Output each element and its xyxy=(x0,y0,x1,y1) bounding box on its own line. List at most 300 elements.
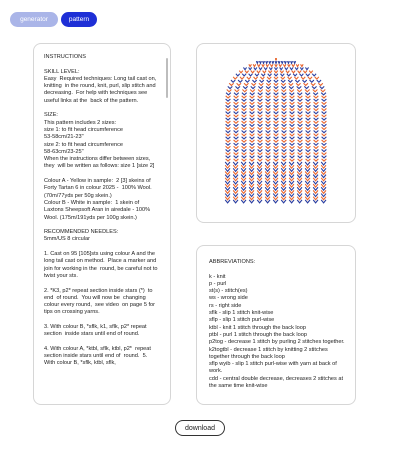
knit-stitch xyxy=(288,80,292,82)
knit-stitch xyxy=(290,140,295,142)
knit-stitch xyxy=(250,146,255,148)
knit-stitch xyxy=(226,127,231,129)
knit-stitch xyxy=(290,153,295,155)
knit-stitch xyxy=(268,71,271,73)
knit-stitch xyxy=(290,159,295,161)
knit-stitch xyxy=(298,134,303,136)
knit-stitch xyxy=(258,112,263,114)
knit-stitch xyxy=(290,99,295,101)
knit-stitch xyxy=(281,162,286,165)
knit-stitch xyxy=(314,96,319,98)
knit-stitch xyxy=(298,102,303,104)
knit-stitch xyxy=(305,67,308,69)
knit-stitch xyxy=(266,86,271,88)
knit-stitch xyxy=(240,77,244,79)
knit-stitch xyxy=(260,61,262,63)
knit-stitch xyxy=(274,105,279,107)
knit-stitch xyxy=(228,86,233,88)
knit-stitch xyxy=(252,80,256,82)
knit-stitch xyxy=(289,86,294,88)
knit-stitch xyxy=(322,143,327,145)
knit-stitch xyxy=(289,162,294,165)
knit-stitch xyxy=(282,108,287,110)
knit-stitch xyxy=(281,90,286,92)
knit-stitch xyxy=(272,61,274,63)
knit-stitch xyxy=(312,86,317,88)
knit-stitch xyxy=(290,127,295,129)
knit-stitch xyxy=(297,86,302,88)
knit-stitch xyxy=(303,71,306,73)
knit-stitch xyxy=(288,64,291,66)
knit-stitch xyxy=(281,80,285,82)
knit-stitch xyxy=(263,71,266,73)
knit-stitch xyxy=(298,108,303,110)
knit-stitch xyxy=(274,143,279,145)
knit-stitch xyxy=(258,115,263,117)
knit-stitch xyxy=(306,121,311,123)
knit-stitch xyxy=(322,137,327,139)
knit-stitch xyxy=(274,99,279,101)
knit-stitch xyxy=(266,127,271,129)
knit-stitch xyxy=(266,131,271,133)
knit-stitch xyxy=(294,77,298,79)
knit-stitch xyxy=(226,137,231,139)
knit-stitch xyxy=(306,124,311,126)
knit-stitch xyxy=(274,137,279,139)
knit-stitch xyxy=(234,127,239,129)
knit-stitch xyxy=(226,143,231,145)
knit-stitch xyxy=(263,61,265,63)
knit-stitch xyxy=(314,121,319,123)
knit-stitch xyxy=(289,93,294,95)
knit-stitch xyxy=(314,137,319,139)
knit-stitch xyxy=(306,146,311,148)
knit-stitch xyxy=(290,149,295,151)
knit-stitch xyxy=(234,159,239,161)
knit-stitch xyxy=(244,83,248,85)
knit-stitch xyxy=(282,143,287,145)
knit-stitch xyxy=(282,112,287,114)
knit-stitch xyxy=(298,159,303,161)
knit-stitch xyxy=(242,74,246,76)
knit-stitch xyxy=(298,153,303,155)
knit-stitch xyxy=(306,108,311,110)
knit-stitch xyxy=(306,127,311,129)
knit-stitch xyxy=(234,153,239,155)
knit-stitch xyxy=(274,156,279,158)
knit-stitch xyxy=(288,61,290,63)
abbreviations-panel[interactable] xyxy=(196,245,356,405)
knit-stitch xyxy=(250,108,255,110)
knit-stitch xyxy=(321,93,326,95)
knit-stitch xyxy=(280,74,284,76)
knit-stitch xyxy=(298,99,303,101)
knit-stitch xyxy=(242,143,247,145)
knit-stitch xyxy=(242,159,247,161)
knit-stitch xyxy=(249,74,253,76)
knit-stitch xyxy=(258,134,263,136)
knit-stitch xyxy=(234,140,239,142)
knit-stitch xyxy=(309,71,312,73)
knit-stitch xyxy=(250,90,255,92)
knit-stitch xyxy=(290,124,295,126)
knit-stitch xyxy=(234,143,239,145)
knit-stitch xyxy=(282,146,287,148)
knit-stitch xyxy=(239,71,242,73)
knit-stitch xyxy=(274,93,279,95)
knit-stitch xyxy=(250,149,255,151)
knit-stitch xyxy=(238,80,242,82)
knit-stitch xyxy=(266,143,271,145)
knit-stitch xyxy=(258,153,263,155)
knit-stitch xyxy=(322,153,327,155)
knit-stitch xyxy=(269,67,272,69)
knit-stitch xyxy=(290,102,295,104)
knit-stitch xyxy=(314,115,319,117)
knit-stitch xyxy=(257,64,260,66)
knit-stitch xyxy=(274,102,279,104)
knit-stitch xyxy=(314,124,319,126)
knit-stitch xyxy=(314,99,319,101)
knit-stitch xyxy=(274,80,278,82)
knit-stitch xyxy=(249,162,254,165)
knit-stitch xyxy=(290,105,295,107)
knit-stitch xyxy=(226,146,231,148)
instructions-scrollbar[interactable] xyxy=(166,58,168,98)
instructions-panel[interactable] xyxy=(33,43,171,405)
knit-stitch xyxy=(274,86,279,88)
knit-stitch xyxy=(306,153,311,155)
knit-stitch xyxy=(290,121,295,123)
knit-stitch xyxy=(274,153,279,155)
knit-stitch xyxy=(282,121,287,123)
knit-stitch xyxy=(288,77,292,79)
knit-stitch xyxy=(251,86,256,88)
knit-stitch xyxy=(250,121,255,123)
abbreviations-text: ABBREVIATIONS: k - knit p - purl st(s) - stitch(es) ws - wrong side rs - right side sflk - slip 1 stitch knit-wise sflp - slip 1 stitch purl-wise ktbl - knit 1 stitch through the back loop ptbl - purl 1 stitch through the back loop p2tog - decrease 1 stitch by purling 2 stitches together. k2togtbl - decrease 1 stitch by knitting 2 stitches together through the back loop sflp wyib - slip 1 stitch purl-wise with yarn at back of work. cdd - central double decrease, decreases 2 stitches at the same time knit-wise xyxy=(209,259,345,390)
knit-stitch xyxy=(298,118,303,120)
knit-stitch xyxy=(274,74,278,76)
knit-stitch xyxy=(269,61,271,63)
knit-stitch xyxy=(242,93,247,95)
knit-stitch xyxy=(306,137,311,139)
knit-stitch xyxy=(322,156,327,158)
knit-stitch xyxy=(314,108,319,110)
knit-stitch xyxy=(250,105,255,107)
knit-stitch xyxy=(234,131,239,133)
knit-stitch xyxy=(258,143,263,145)
knit-stitch xyxy=(306,143,311,145)
knit-stitch xyxy=(258,86,263,88)
knit-stitch xyxy=(226,131,231,133)
knit-stitch xyxy=(234,137,239,139)
knit-stitch xyxy=(226,134,231,136)
knit-stitch xyxy=(256,61,258,63)
knit-stitch xyxy=(266,102,271,104)
knit-stitch xyxy=(282,131,287,133)
knit-stitch xyxy=(242,134,247,136)
knit-stitch xyxy=(287,74,291,76)
knit-stitch xyxy=(258,156,263,158)
knit-stitch xyxy=(242,108,247,110)
knit-stitch xyxy=(282,118,287,120)
knit-stitch xyxy=(289,83,293,85)
knit-stitch xyxy=(298,131,303,133)
tab-pattern[interactable]: pattern xyxy=(61,12,97,27)
knit-stitch xyxy=(322,159,327,161)
knit-stitch xyxy=(258,149,263,151)
knit-stitch xyxy=(313,162,318,165)
knit-stitch xyxy=(235,86,240,88)
knit-stitch xyxy=(290,134,295,136)
knit-stitch xyxy=(282,99,287,101)
knit-stitch xyxy=(250,140,255,142)
knit-stitch xyxy=(282,127,287,129)
knit-stitch xyxy=(234,124,239,126)
knit-stitch xyxy=(280,71,283,73)
knit-stitch xyxy=(265,162,270,165)
knit-stitch xyxy=(226,105,231,107)
knit-stitch xyxy=(250,134,255,136)
knit-stitch xyxy=(250,93,255,95)
knit-stitch xyxy=(235,90,240,92)
knit-stitch xyxy=(234,105,239,107)
knit-stitch xyxy=(234,149,239,151)
knit-stitch xyxy=(282,140,287,142)
knit-stitch xyxy=(234,96,239,98)
knit-stitch xyxy=(282,96,287,98)
knit-stitch xyxy=(321,90,326,92)
knit-stitch xyxy=(241,162,246,165)
knit-stitch xyxy=(234,102,239,104)
knit-stitch xyxy=(274,140,279,142)
knit-stitch xyxy=(297,93,302,95)
knit-stitch xyxy=(242,146,247,148)
knit-stitch xyxy=(258,159,263,161)
knit-stitch xyxy=(233,77,237,79)
knit-stitch xyxy=(322,108,327,110)
knit-stitch xyxy=(266,93,271,95)
knit-stitch xyxy=(300,74,304,76)
knit-stitch xyxy=(242,127,247,129)
knit-stitch xyxy=(290,112,295,114)
knit-stitch xyxy=(300,67,303,69)
knit-stitch xyxy=(274,124,279,126)
knit-stitch xyxy=(270,64,273,66)
knit-stitch xyxy=(260,80,264,82)
knit-stitch xyxy=(274,90,279,92)
knit-stitch xyxy=(281,86,286,88)
knit-stitch xyxy=(225,162,230,165)
knit-stitch xyxy=(274,71,277,73)
knit-stitch xyxy=(322,149,327,151)
knit-stitch xyxy=(311,83,315,85)
knit-stitch xyxy=(313,90,318,92)
knit-stitch xyxy=(322,140,327,142)
knit-stitch xyxy=(281,83,285,85)
knit-stitch xyxy=(306,74,310,76)
knit-stitch xyxy=(255,74,259,76)
knit-stitch xyxy=(322,105,327,107)
knit-stitch xyxy=(226,102,231,104)
knit-stitch xyxy=(296,64,299,66)
knit-stitch xyxy=(258,90,263,92)
knit-stitch xyxy=(290,67,293,69)
knit-stitch xyxy=(266,99,271,101)
knit-stitch xyxy=(266,90,271,92)
knit-stitch xyxy=(306,140,311,142)
knit-stitch xyxy=(266,156,271,158)
knit-stitch xyxy=(274,127,279,129)
knit-stitch xyxy=(322,124,327,126)
knit-stitch xyxy=(258,140,263,142)
knit-stitch xyxy=(234,121,239,123)
knit-stitch xyxy=(298,96,303,98)
knit-stitch xyxy=(306,156,311,158)
knit-stitch xyxy=(234,146,239,148)
knit-stitch xyxy=(234,93,239,95)
knit-stitch xyxy=(227,90,232,92)
knit-stitch xyxy=(242,118,247,120)
knit-stitch xyxy=(247,77,251,79)
knit-stitch xyxy=(298,71,301,73)
knit-stitch xyxy=(266,149,271,151)
knit-stitch xyxy=(250,96,255,98)
knit-stitch xyxy=(242,115,247,117)
knit-stitch xyxy=(314,102,319,104)
knit-stitch xyxy=(289,90,294,92)
knit-stitch xyxy=(234,112,239,114)
knit-stitch xyxy=(298,140,303,142)
knit-stitch xyxy=(322,146,327,148)
knit-stitch xyxy=(306,159,311,161)
knit-stitch xyxy=(254,67,257,69)
knit-stitch xyxy=(258,127,263,129)
knit-stitch xyxy=(297,162,302,165)
knit-stitch xyxy=(274,149,279,151)
knit-stitch xyxy=(290,137,295,139)
knit-stitch xyxy=(250,112,255,114)
knit-stitch xyxy=(290,96,295,98)
knit-stitch xyxy=(306,102,311,104)
knit-stitch xyxy=(298,143,303,145)
knit-stitch xyxy=(322,115,327,117)
knit-stitch xyxy=(298,115,303,117)
knit-stitch xyxy=(305,90,310,92)
knit-stitch xyxy=(242,121,247,123)
knit-stitch xyxy=(298,112,303,114)
knit-stitch xyxy=(290,118,295,120)
knit-stitch xyxy=(282,156,287,158)
knit-stitch xyxy=(242,90,247,92)
knit-stitch xyxy=(234,134,239,136)
knit-stitch xyxy=(250,118,255,120)
knit-stitch xyxy=(266,153,271,155)
knit-stitch xyxy=(236,74,240,76)
knit-stitch xyxy=(322,96,327,98)
knit-stitch xyxy=(322,99,327,101)
knit-stitch xyxy=(234,108,239,110)
knit-stitch xyxy=(290,115,295,117)
knit-stitch xyxy=(312,74,316,76)
knit-stitch xyxy=(251,71,254,73)
knit-stitch xyxy=(305,93,310,95)
knit-stitch xyxy=(243,86,248,88)
knit-stitch xyxy=(242,124,247,126)
knit-stitch xyxy=(322,131,327,133)
knit-stitch xyxy=(226,149,231,151)
knit-stitch xyxy=(306,118,311,120)
knit-stitch xyxy=(258,118,263,120)
knit-stitch xyxy=(282,124,287,126)
knit-stitch xyxy=(298,105,303,107)
knit-stitch xyxy=(250,115,255,117)
knit-stitch xyxy=(306,134,311,136)
knit-stitch xyxy=(282,137,287,139)
knit-stitch xyxy=(322,118,327,120)
knit-stitch xyxy=(266,140,271,142)
knit-stitch xyxy=(315,77,319,79)
tab-generator[interactable]: generator xyxy=(10,12,58,27)
knit-stitch xyxy=(298,124,303,126)
knit-stitch xyxy=(306,149,311,151)
knit-stitch xyxy=(306,115,311,117)
knit-stitch xyxy=(264,67,267,69)
knit-stitch xyxy=(314,159,319,161)
knit-stitch xyxy=(281,61,283,63)
knit-stitch xyxy=(290,131,295,133)
knit-stitch xyxy=(295,80,299,82)
knit-stitch xyxy=(278,61,280,63)
instructions-text: INSTRUCTIONS SKILL LEVEL: Easy Required techniques: Long tail cast on, knitting in the round, knit, purl, slip stitch and decreasing. For help with techniques see useful links at the back of the pattern. SIZE: This pattern includes 2 sizes: size 1: to fit head circumference 53-58cm/21-23" size 2: to fit head circumference 58-63cm/23-25" When the instructions differ between sizes, they will be written as follows: size 1 [size 2] Colour A - Yellow in sample: 2 [3] skeins of Forty Tartan 6 in colour 2025 - 100% Wool. (70m/77yds per 50g skein.) Colour B - White in sample: 1 skein of Laxtons Sheepsoft Aran in airedale - 100% Wool. (175m/191yds per 100g skein.) RECOMMENDED NEEDLES: 5mm/US 8 circular 1. Cast on 95 [105]sts using colour A and the long tail cast on method. Place a marker and join for working in the round, be careful not to twist your sts. 2. *K3, p2* repeat section inside stars (*) to end of round. You will now be changing colour every round, see video on page 5 for tips on crossing yarns. 3. With colour B, *sflk, k1, sflk, p2* repeat section inside stars until end of round. 4. With colour A, *ktbl, sflk, ktbl, p2* repeat section inside stars until end of round. 5. With colour B, *sflk, ktbl, sflk, xyxy=(44,54,158,367)
knit-stitch xyxy=(250,124,255,126)
knit-stitch xyxy=(242,99,247,101)
knit-stitch xyxy=(314,127,319,129)
knit-stitch xyxy=(226,115,231,117)
knit-stitch xyxy=(268,74,272,76)
knit-stitch xyxy=(274,83,278,85)
knit-stitch xyxy=(298,137,303,139)
knit-stitch xyxy=(273,162,278,165)
download-button[interactable]: download xyxy=(175,420,225,436)
knit-stitch xyxy=(314,156,319,158)
knit-stitch xyxy=(318,83,322,85)
knit-stitch xyxy=(282,102,287,104)
knit-stitch xyxy=(249,67,252,69)
knit-stitch xyxy=(258,99,263,101)
knit-stitch xyxy=(266,115,271,117)
knit-stitch xyxy=(257,162,262,165)
knit-stitch xyxy=(266,108,271,110)
knit-stitch xyxy=(242,102,247,104)
knit-stitch xyxy=(257,71,260,73)
knit-stitch xyxy=(320,86,325,88)
knit-stitch xyxy=(275,61,277,63)
knit-stitch xyxy=(302,80,306,82)
knit-stitch xyxy=(274,67,277,69)
knit-stitch xyxy=(226,108,231,110)
knit-stitch xyxy=(260,77,264,79)
knit-stitch xyxy=(314,146,319,148)
knit-stitch xyxy=(322,121,327,123)
knit-stitch xyxy=(306,105,311,107)
knit-stitch xyxy=(297,90,302,92)
knit-stitch xyxy=(274,115,279,117)
knit-stitch xyxy=(245,71,248,73)
knit-stitch xyxy=(314,118,319,120)
knit-stitch xyxy=(258,105,263,107)
knit-stitch xyxy=(266,124,271,126)
